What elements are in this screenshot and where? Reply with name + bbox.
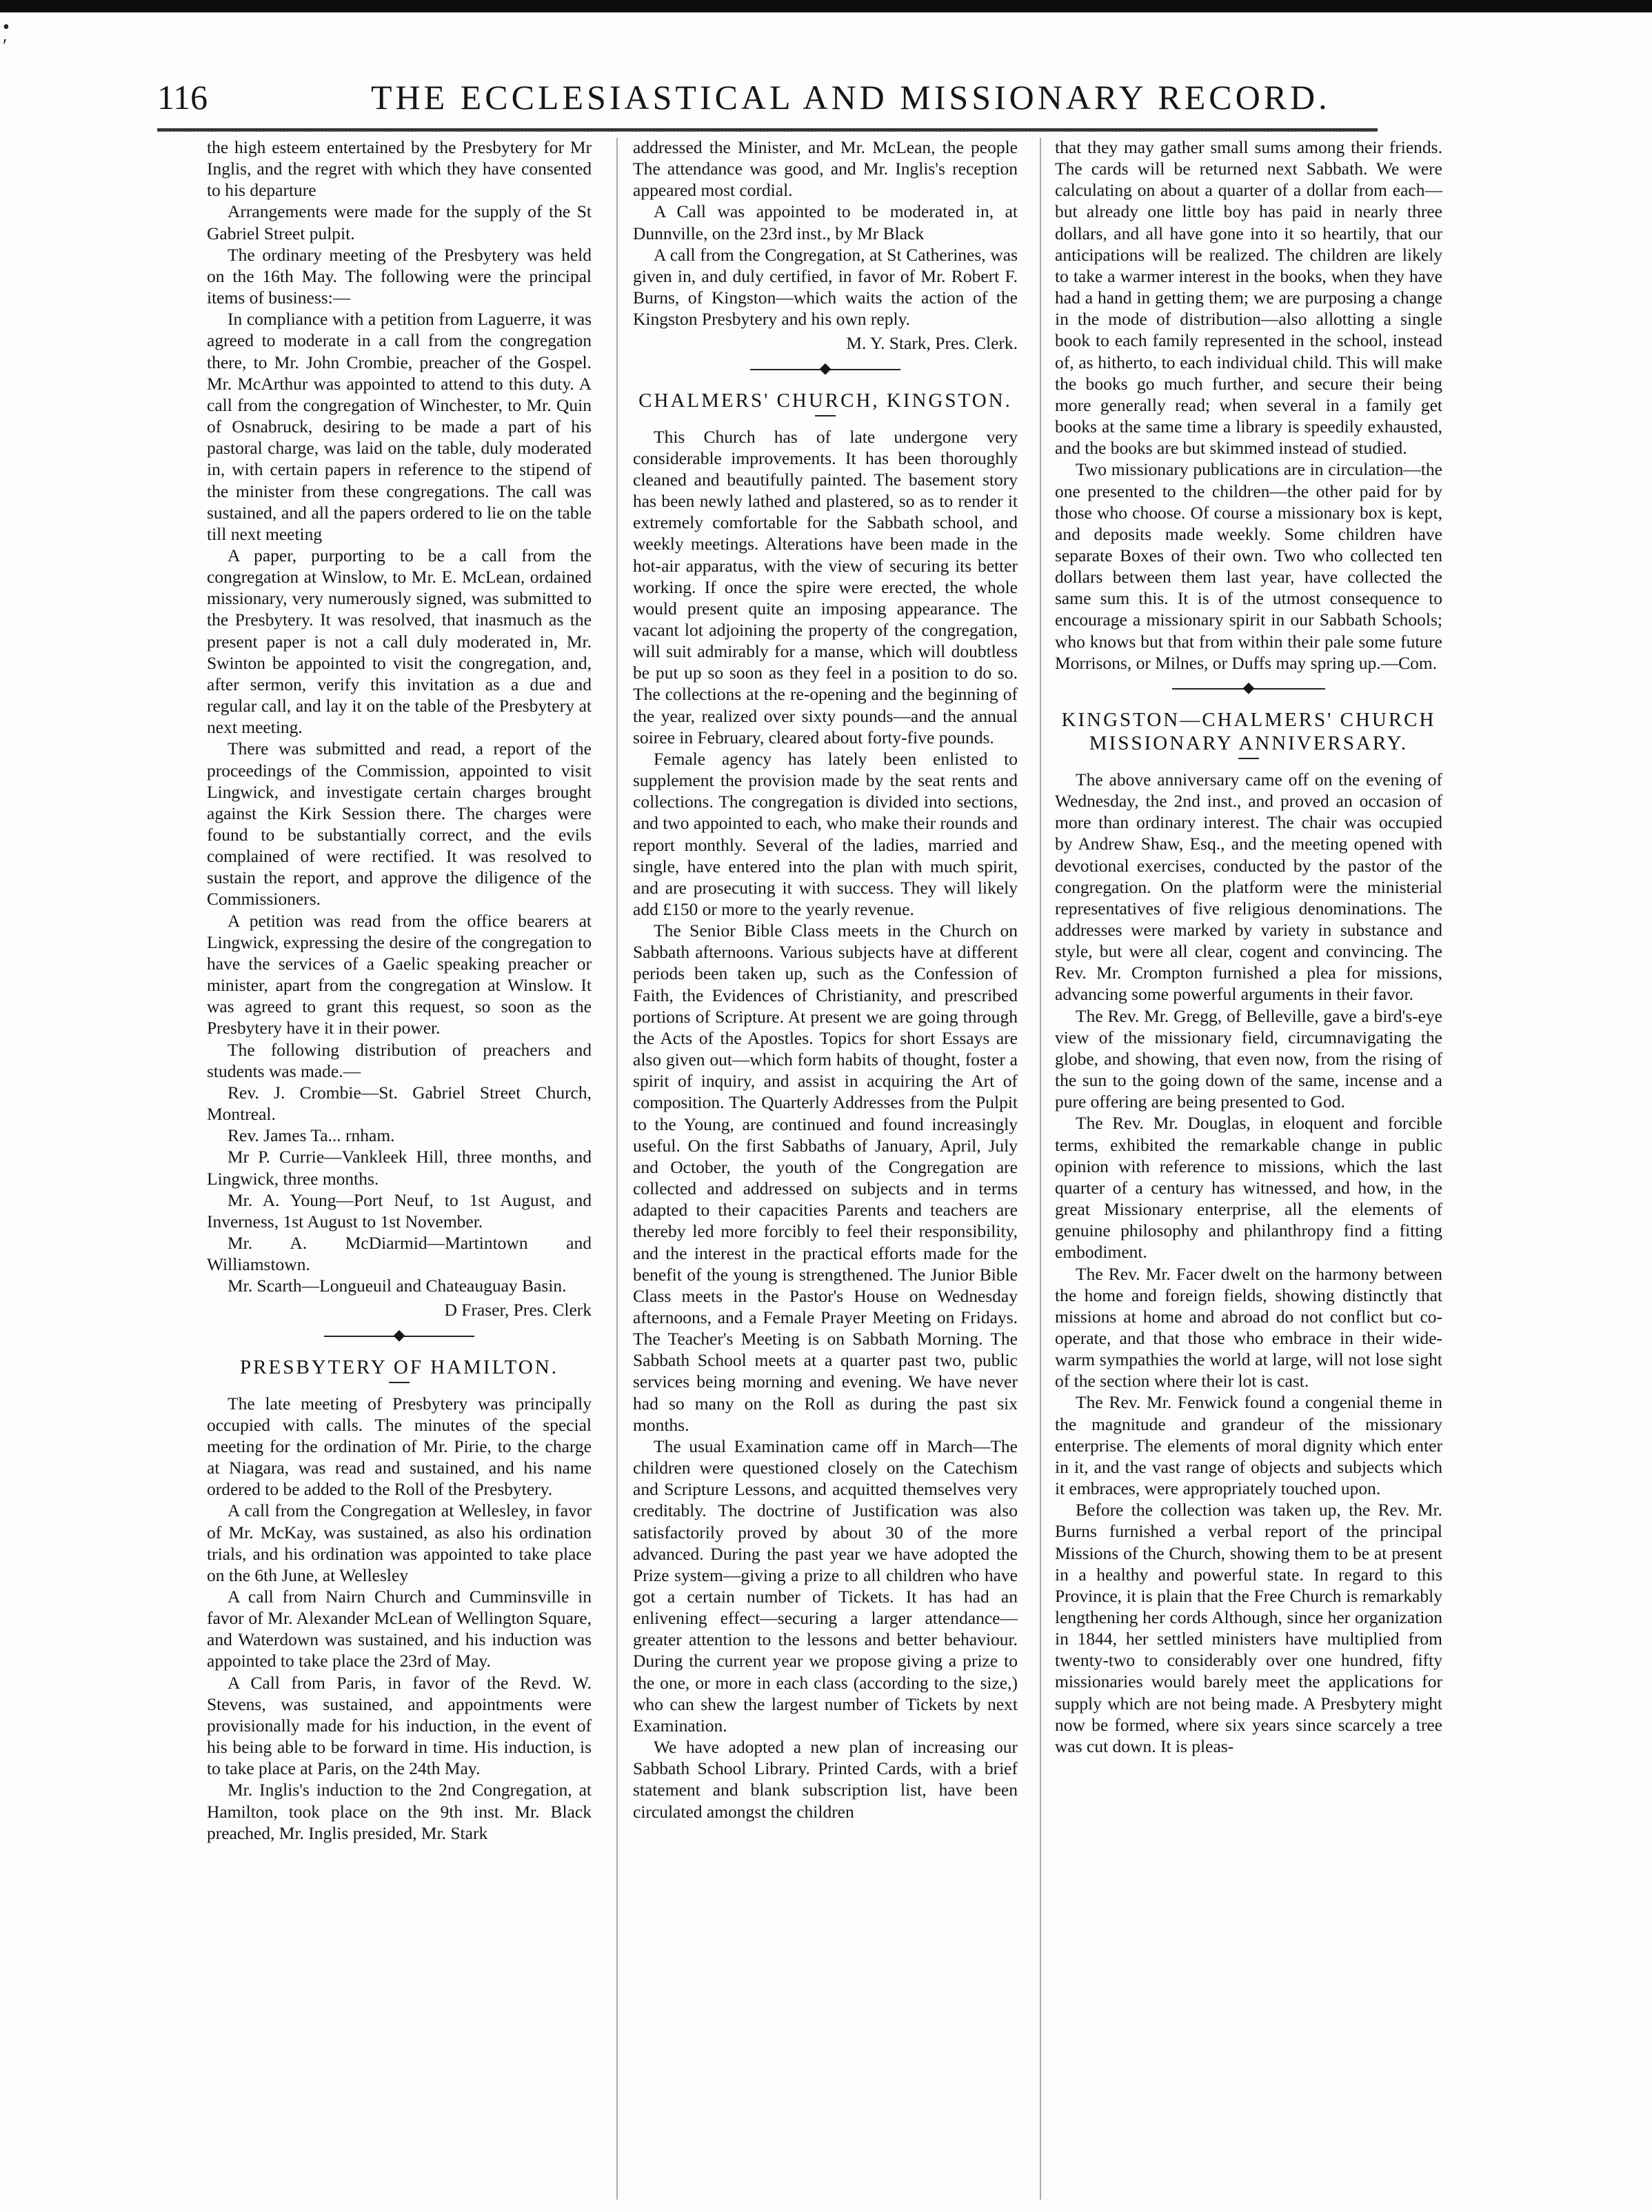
paragraph: The Rev. Mr. Facer dwelt on the harmony between the home and foreign fields, showing distinctly that missions at home and abroad do not conflict but co-operate, and that those who embrace in their wide-warm sympathies the world at large, will not lose sight of the section where their lot is cast. <box>1055 1263 1442 1391</box>
column-1 <box>207 137 592 1844</box>
paragraph: Rev. J. Crombie—St. Gabriel Street Church, Montreal. <box>207 1082 592 1125</box>
paragraph: In compliance with a petition from Laguerre, it was agreed to moderate in a call from the congregation there, to Mr. John Crombie, preacher of the Gospel. Mr. McArthur was appointed to attend to this duty. A call from the congregation of Winchester, to Mr. Quin of Osnabruck, desiring to be made a part of his pastoral charge, was laid on the table, duly moderated in, with certain papers in reference to the stipend of the minister from these congregations. The call was sustained, and all the papers ordered to lie on the table till next meeting <box>207 309 592 544</box>
paragraph: A Call from Paris, in favor of the Revd. W. Stevens, was sustained, and appointments were provisionally made for his induction, in the event of his being able to be forward in time. His induction, is to take place at Paris, on the 24th May. <box>207 1672 592 1779</box>
column-divider <box>616 138 618 2200</box>
paragraph: Mr P. Currie—Vankleek Hill, three months, and Lingwick, three months. <box>207 1147 592 1189</box>
section-title: KINGSTON—CHALMERS' CHURCH MISSIONARY ANNIVERSARY. <box>1061 708 1436 754</box>
paragraph: This Church has of late undergone very considerable improvements. It has been thoroughly cleaned and beautifully painted. The basement story has been newly lathed and plastered, so as to render it extremely comfortable for the Sabbath school, and weekly meetings. Alterations have been made in the hot-air apparatus, with the view of securing its better working. If once the spire were erected, the whole would present quite an imposing appearance. The vacant lot adjoining the property of the congregation, will suit admirably for a manse, which will doubtless be put up so soon as they feel in a position to do so. The collections at the re-opening and the beginning of the year, realized over sixty pounds—and the annual soiree in February, cleared about forty-five pounds. <box>633 426 1018 747</box>
paragraph: Mr. A. Young—Port Neuf, to 1st August, and Inverness, 1st August to 1st November. <box>207 1189 592 1231</box>
paragraph: Rev. James Ta... rnham. <box>228 1125 395 1146</box>
paragraph: A paper, purporting to be a call from the congregation at Winslow, to Mr. E. McLean, ordained missionary, very numerously signed, was submitted to the Presbytery. It was resolved, that inasmuch as the present paper is not a call duly moderated in, Mr. Swinton be appointed to visit the congregation, and, after sermon, verify this invitation as a due and regular call, and lay it on the table of the Presbytery at next meeting. <box>207 545 592 738</box>
section-title: CHALMERS' CHURCH, KINGSTON. <box>638 389 1012 412</box>
section-ornament <box>1055 678 1442 698</box>
section-ornament <box>207 1325 592 1346</box>
paragraph: The Rev. Mr. Gregg, of Belleville, gave a bird's-eye view of the missionary field, circumnavigating the globe, and showing, that even now, from the rising of the sun to the going down of the same, incense and a pure offering are being presented to God. <box>1055 1005 1442 1112</box>
paragraph: The Rev. Mr. Douglas, in eloquent and forcible terms, exhibited the remarkable change in public opinion with reference to missions, which the last quarter of a century has witnessed, and how, in the great Missionary enterprise, all the elements of genuine philosophy and philanthropy find a fitting embodiment. <box>1055 1113 1442 1263</box>
paragraph: There was submitted and read, a report of the proceedings of the Commission, appointed to visit Lingwick, and investigate certain charges brought against the Kirk Session there. The charges were found to be substantially correct, and the evils complained of were rectified. It was resolved to sustain the report, and approve the diligence of the Commissioners. <box>207 738 592 909</box>
page-header <box>157 72 1378 127</box>
paragraph: The ordinary meeting of the Presbytery was held on the 16th May. The following were the principal items of business:— <box>207 244 592 308</box>
title-dash <box>389 1382 410 1383</box>
paragraph: A call from the Congregation, at St Catherines, was given in, and duly certified, in favor of Mr. Robert F. Burns, of Kingston—which waits the action of the Kingston Presbytery and his own reply. <box>633 244 1018 330</box>
paragraph: The late meeting of Presbytery was principally occupied with calls. The minutes of the special meeting for the ordination of Mr. Pirie, to the charge at Niagara, was read and sustained, and his name ordered to be added to the Roll of the Presbytery. <box>207 1393 592 1500</box>
title-dash <box>815 415 836 416</box>
signature: M. Y. Stark, Pres. Clerk. <box>846 333 1018 354</box>
paragraph: The following distribution of preachers and students was made.— <box>207 1039 592 1081</box>
signature: D Fraser, Pres. Clerk <box>444 1300 592 1320</box>
column-divider <box>1040 138 1041 2200</box>
running-title: THE ECCLESIASTICAL AND MISSIONARY RECORD. <box>371 78 1331 117</box>
paragraph: The above anniversary came off on the evening of Wednesday, the 2nd inst., and proved an occasion of more than ordinary interest. The chair was occupied by Andrew Shaw, Esq., and the meeting opened with devotional exercises, conducted by the pastor of the congregation. On the platform were the ministerial representatives of five religious denominations. The addresses were marked by variety in substance and style, but were all clear, cogent and convincing. The Rev. Mr. Crompton furnished a plea for missions, advancing some powerful arguments in their favor. <box>1055 769 1442 1005</box>
paragraph: The Rev. Mr. Fenwick found a congenial theme in the magnitude and grandeur of the missionary enterprise. The elements of moral dignity which enter in it, and the vast range of objects and subjects which it embraces, were appropriately touched upon. <box>1055 1392 1442 1499</box>
page-number: 116 <box>157 78 208 117</box>
scan-specks: • ′ <box>3 17 10 57</box>
column-3 <box>1055 137 1442 1757</box>
paragraph: The Senior Bible Class meets in the Church on Sabbath afternoons. Various subjects have at different periods been taken up, such as the Confession of Faith, the Evidences of Christianity, and prescribed portions of Scripture. At present we are going through the Acts of the Apostles. Topics for short Essays are also given out—which form habits of thought, foster a spirit of inquiry, and assist in acquiring the Art of composition. The Quarterly Addresses from the Pulpit to the Young, are continued and found increasingly useful. On the first Sabbaths of January, April, July and October, the youth of the Congregation are collected and addressed on subjects and in terms adapted to their capacities Parents and teachers are thereby led more forcibly to feel their responsibility, and the interest in the practical efforts made for the benefit of the young is strengthened. The Junior Bible Class meets in the Pastor's House on Wednesday afternoons, and a Female Prayer Meeting on Fridays. The Teacher's Meeting is on Sabbath Morning. The Sabbath School meets at a quarter past two, public services being morning and evening. We have never had so many on the Roll as during the past six months. <box>633 921 1018 1435</box>
paragraph: addressed the Minister, and Mr. McLean, the people The attendance was good, and Mr. Inglis's reception appeared most cordial. <box>633 137 1018 201</box>
paragraph: Mr. A. McDiarmid—Martintown and Williamstown. <box>207 1232 592 1275</box>
paragraph: A call from the Congregation at Wellesley, in favor of Mr. McKay, was sustained, as also his ordination trials, and his ordination was appointed to take place on the 6th June, at Wellesley <box>207 1500 592 1585</box>
paragraph: Female agency has lately been enlisted to supplement the provision made by the seat rents and collections. The congregation is divided into sections, and two appointed to each, who make their rounds and report monthly. Several of the ladies, married and single, have entered into the plan with much spirit, and are prosecuting it with success. They will likely add £150 or more to the yearly revenue. <box>633 748 1018 919</box>
paragraph: The usual Examination came off in March—The children were questioned closely on the Catechism and Scripture Lessons, and acquitted themselves very creditably. The doctrine of Justification was also satisfactorily proved by about 30 of the more advanced. During the past year we have adopted the Prize system—giving a prize to all children who have got a certain number of Tickets. It has had an enlivening effect—securing a larger attendance—greater attention to the lessons and better behaviour. During the current year we propose giving a prize to the one, or more in each class (according to the size,) who can shew the largest number of Tickets by next Examination. <box>633 1436 1018 1736</box>
title-dash <box>1238 758 1259 759</box>
paragraph: We have adopted a new plan of increasing our Sabbath School Library. Printed Cards, with a brief statement and blank subscription list, have been circulated amongst the children <box>633 1737 1018 1822</box>
paragraph: Arrangements were made for the supply of the St Gabriel Street pulpit. <box>207 201 592 243</box>
section-title: PRESBYTERY OF HAMILTON. <box>240 1356 558 1378</box>
header-rule <box>157 128 1378 132</box>
scan-top-edge <box>0 0 1652 12</box>
paragraph: Two missionary publications are in circulation—the one presented to the children—the other paid for by those who choose. Of course a missionary box is kept, and deposits made weekly. Some children have separate Boxes of their own. Two who collected ten dollars between them last year, have collected the same sum this. It is of the utmost consequence to encourage a missionary spirit in our Sabbath Schools; who knows but that from within their pale some future Morrisons, or Milnes, or Duffs may spring up.—Com. <box>1055 459 1442 673</box>
paragraph: A petition was read from the office bearers at Lingwick, expressing the desire of the congregation to have the services of a Gaelic speaking preacher or minister, apart from the congregation at Winslow. It was agreed to grant this request, so soon as the Presbytery have it in their power. <box>207 910 592 1038</box>
paragraph: Before the collection was taken up, the Rev. Mr. Burns furnished a verbal report of the principal Missions of the Church, showing them to be at present in a healthy and powerful state. In regard to this Province, it is plain that the Free Church is remarkably lengthening her cords Although, since her organization in 1844, her settled ministers have multiplied from twenty-two to considerably over one hundred, fifty missionaries would barely meet the applications for supply which are not being made. A Presbytery might now be formed, where six years since scarcely a tree was cut down. It is pleas- <box>1055 1500 1442 1756</box>
paragraph: A Call was appointed to be moderated in, at Dunnville, on the 23rd inst., by Mr Black <box>633 201 1018 243</box>
section-ornament <box>633 359 1018 379</box>
paragraph: Mr. Scarth—Longueuil and Chateauguay Basin. <box>228 1276 567 1296</box>
column-2 <box>633 137 1018 1822</box>
paragraph: Mr. Inglis's induction to the 2nd Congregation, at Hamilton, took place on the 9th inst. Mr. Black preached, Mr. Inglis presided, Mr. Stark <box>207 1780 592 1843</box>
paragraph: A call from Nairn Church and Cumminsville in favor of Mr. Alexander McLean of Wellington Square, and Waterdown was sustained, and his induction was appointed to take place the 23rd of May. <box>207 1587 592 1671</box>
paragraph: that they may gather small sums among their friends. The cards will be returned next Sabbath. We were calculating on about a quarter of a dollar from each—but already one little boy has paid in nearly three dollars, and all have gone into it so heartily, that our anticipations will be realized. The children are likely to take a warmer interest in the books, when they have had a hand in getting them; we are purposing a change in the mode of distribution—also allotting a single book to each family represented in the school, instead of, as hitherto, to each individual child. This will make the books go much further, and secure their being more generally read; when several in a family get books at the same time a library is speedily exhausted, and the books are but skimmed instead of studied. <box>1055 137 1442 459</box>
paragraph: the high esteem entertained by the Presbytery for Mr Inglis, and the regret with which they have consented to his departure <box>207 137 592 201</box>
